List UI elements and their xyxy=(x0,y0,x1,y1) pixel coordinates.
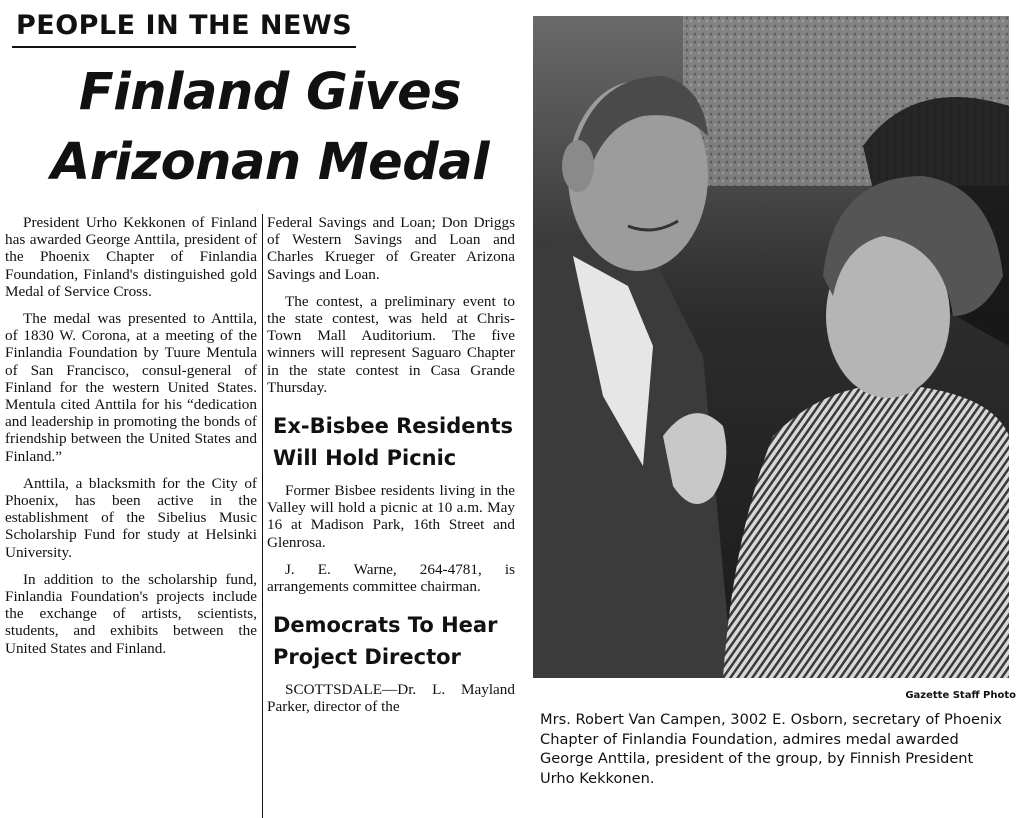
paragraph: Former Bisbee residents living in the Valley will hold a picnic at 10 a.m. May 16 at Madison Park, 16th Street and Glenrosa. xyxy=(267,482,515,551)
paragraph: J. E. Warne, 264-4781, is arrangements committee chairman. xyxy=(267,560,515,596)
paragraph: Anttila, a blacksmith for the City of Phoenix, has been active in the establishment of the Sibelius Music Scholarship Fund for study at Helsinki University. xyxy=(5,474,257,561)
paragraph: SCOTTSDALE—Dr. L. Mayland Parker, director of the xyxy=(267,681,515,716)
paragraph: Federal Savings and Loan; Don Driggs of Western Savings and Loan and Charles Krueger of Greater Arizona Savings and Loan. xyxy=(267,214,515,283)
headline-line-2: Arizonan Medal xyxy=(50,133,490,192)
paragraph: In addition to the scholarship fund, Finlandia Foundation's projects include the exchange of artists, scientists, students, and exhibits between the United States and Finland. xyxy=(5,570,257,657)
headline xyxy=(20,58,520,198)
photo-illustration xyxy=(533,16,1009,678)
section-label: PEOPLE IN THE NEWS xyxy=(12,6,356,48)
story-headline-democrats: Democrats To Hear Project Director xyxy=(273,613,498,670)
story-headline-picnic: Ex-Bisbee Residents Will Hold Picnic xyxy=(273,414,514,471)
headline-line-1: Finland Gives xyxy=(78,63,462,122)
photo-caption: Mrs. Robert Van Campen, 3002 E. Osborn, secretary of Phoenix Chapter of Finlandia Foundation, admires medal awarded George Anttila, president of the group, by Finnish President Urho Kekkonen. xyxy=(540,711,1002,787)
paragraph: President Urho Kekkonen of Finland has awarded George Anttila, president of the Phoenix Chapter of Finlandia Foundation, Finland's distinguished gold Medal of Service Cross. xyxy=(5,214,257,300)
paragraph: The contest, a preliminary event to the state contest, was held at Chris-Town Mall Auditorium. The five winners will represent Saguaro Chapter in the state contest in Casa Grande Thursday. xyxy=(267,292,515,396)
news-photo xyxy=(533,16,1009,678)
article-column-2 xyxy=(262,214,515,818)
photo-credit: Gazette Staff Photo xyxy=(905,690,1016,701)
paragraph: The medal was presented to Anttila, of 1830 W. Corona, at a meeting of the Finlandia Foundation by Tuure Mentula of San Francisco, consul-general of Finland for the western United States. Mentula cited Anttila for his “dedication and leadership in promoting the bonds of friendship between the United States and Finland.” xyxy=(5,310,257,465)
article-column-1 xyxy=(5,214,257,667)
